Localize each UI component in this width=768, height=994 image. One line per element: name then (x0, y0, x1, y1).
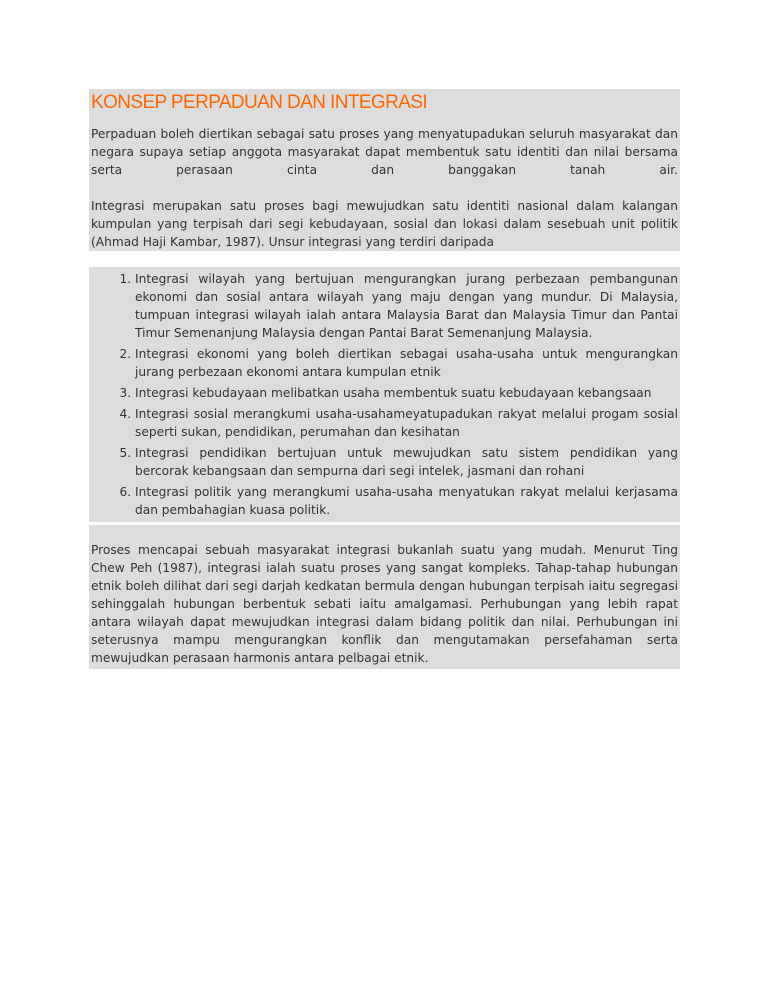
list-item: 4. Integrasi sosial merangkumi usaha-usahameyatupadukan rakyat melalui progam sosial seperti sukan, pendidikan, perumahan dan kesihatan (135, 405, 678, 441)
list-item: 5. Integrasi pendidikan bertujuan untuk mewujudkan satu sistem pendidikan yang bercorak kebangsaan dan sempurna dari segi intelek, jasmani dan rohani (135, 444, 678, 480)
list-item: 6. Integrasi politik yang merangkumi usaha-usaha menyatukan rakyat melalui kerjasama dan pembahagian kuasa politik. (135, 483, 678, 519)
paragraph-integrasi: Integrasi merupakan satu proses bagi mewujudkan satu identiti nasional dalam kalangan kumpulan yang terpisah dari segi kebudayaan, sosial dan lokasi dalam sesebuah unit politik (Ahmad Haji Kambar, 1987). Unsur integrasi yang terdiri daripada (91, 199, 678, 249)
page-title: KONSEP PERPADUAN DAN INTEGRASI (91, 92, 428, 113)
section-gap (89, 251, 680, 267)
heading-band (89, 89, 680, 125)
paragraph-perpaduan: Perpaduan boleh diertikan sebagai satu proses yang menyatupadukan seluruh masyarakat dan negara supaya setiap anggota masyarakat dapat membentuk satu identiti dan nilai bersama serta perasaan cinta dan banggakan tanah air. (91, 127, 678, 177)
intro-band (89, 125, 680, 251)
paragraph-gap (91, 179, 678, 197)
paragraph-proses: Proses mencapai sebuah masyarakat integrasi bukanlah suatu yang mudah. Menurut Ting Chew Peh (1987), integrasi ialah suatu proses yang sangat kompleks. Tahap-tahap hubungan etnik boleh dilihat dari segi darjah kedkatan bermula dengan hubungan terpisah iaitu segregasi sehinggalah hubungan berbentuk sebati iaitu amalgamasi. Perhubungan yang lebih rapat antara wilayah dapat mewujudkan integrasi dalam bidang politik dan nilai. Perhubungan ini seterusnya mampu mengurangkan konflik dan mengutamakan persefahaman serta mewujudkan perasaan harmonis antara pelbagai etnik. (91, 543, 678, 665)
list-item: 3. Integrasi kebudayaan melibatkan usaha membentuk suatu kebudayaan kebangsaan (135, 384, 678, 402)
integration-list (89, 270, 678, 519)
list-item: 2. Integrasi ekonomi yang boleh diertikan sebagai usaha-usaha untuk mengurangkan jurang perbezaan ekonomi antara kumpulan etnik (135, 345, 678, 381)
list-item: 1. Integrasi wilayah yang bertujuan mengurangkan jurang perbezaan pembangunan ekonomi dan sosial antara wilayah yang maju dengan yang mundur. Di Malaysia, tumpuan integrasi wilayah ialah antara Malaysia Barat dan Malaysia Timur dan Pantai Timur Semenanjung Malaysia dengan Pantai Barat Semenanjung Malaysia. (135, 270, 678, 342)
document-body (89, 89, 680, 669)
integration-list-band (89, 267, 680, 522)
closing-band (89, 525, 680, 669)
